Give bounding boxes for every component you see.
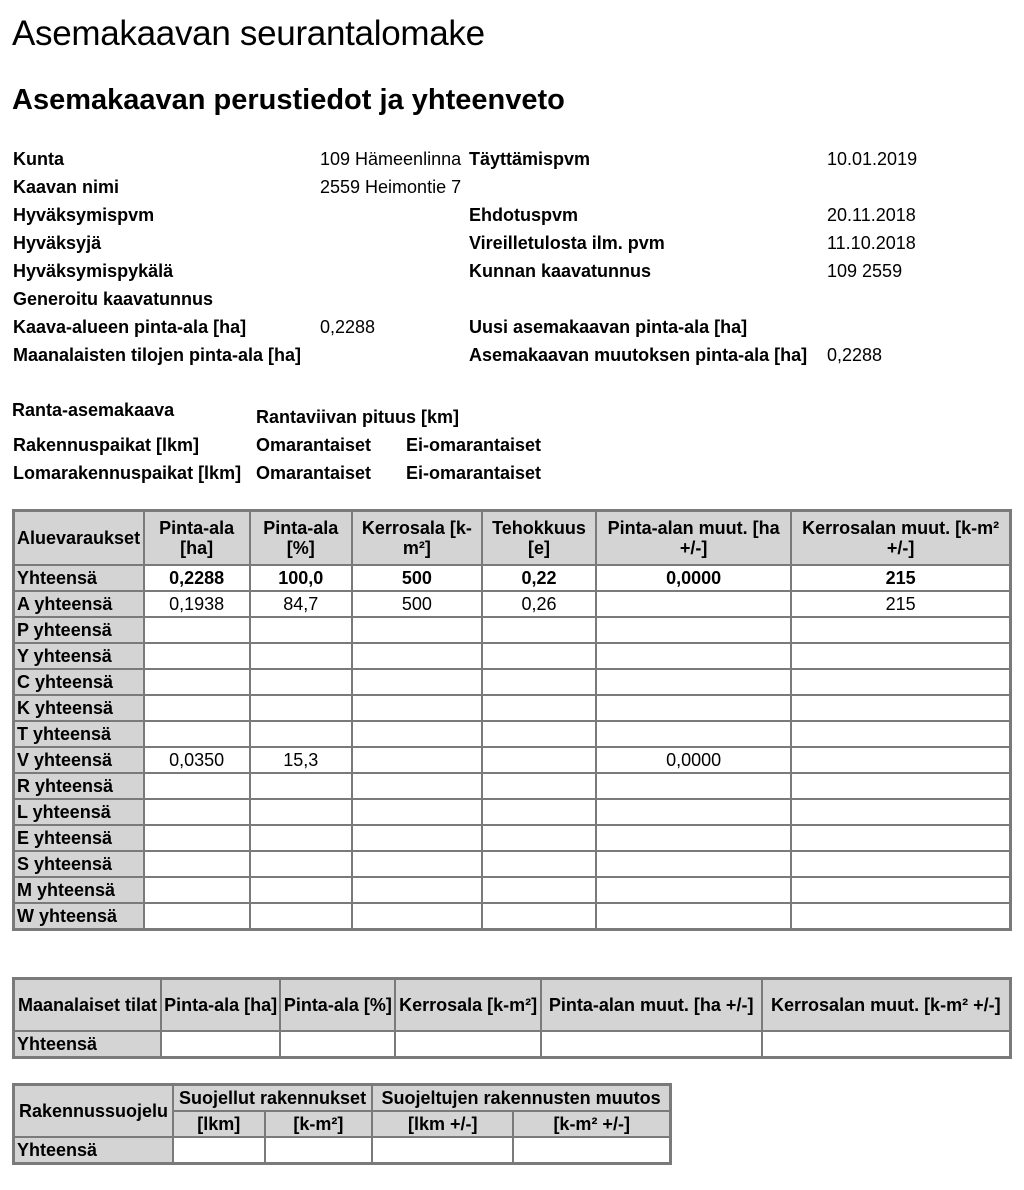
- table-cell: [352, 773, 482, 799]
- table-cell: 84,7: [250, 591, 352, 617]
- table-cell: [482, 825, 596, 851]
- table-cell: [791, 617, 1010, 643]
- table-cell: [482, 695, 596, 721]
- table-cell: [250, 773, 352, 799]
- table-cell: [791, 851, 1010, 877]
- row-label: K yhteensä: [14, 695, 144, 721]
- col-m-pinta-ala-pct: Pinta-ala [%]: [280, 979, 395, 1031]
- pinta-ala-label: Kaava-alueen pinta-ala [ha]: [13, 317, 247, 337]
- table-cell: [791, 799, 1010, 825]
- table-cell: [791, 695, 1010, 721]
- muutos-value: 0,2288: [827, 345, 883, 365]
- omarantaiset-label-2: Omarantaiset: [256, 463, 372, 483]
- uusi-pinta-ala-label: Uusi asemakaavan pinta-ala [ha]: [469, 317, 748, 337]
- table-cell: [250, 799, 352, 825]
- table-row: [14, 903, 1011, 930]
- table-cell: [791, 669, 1010, 695]
- table-row: [14, 695, 1011, 721]
- table-row: [14, 747, 1011, 773]
- row-label: L yhteensä: [14, 799, 144, 825]
- col-m-pinta-alan-muut: Pinta-alan muut. [ha +/-]: [541, 979, 762, 1031]
- table-cell: [352, 617, 482, 643]
- col-pinta-alan-muut: Pinta-alan muut. [ha +/-]: [596, 511, 791, 565]
- tayttamispvm-value: 10.01.2019: [827, 149, 918, 169]
- table-cell: 0,2288: [144, 565, 250, 591]
- table-cell: [161, 1031, 280, 1058]
- row-label: P yhteensä: [14, 617, 144, 643]
- hyvaksymispvm-label: Hyväksymispvm: [13, 205, 155, 225]
- table-cell: [596, 799, 791, 825]
- table-cell: [280, 1031, 395, 1058]
- table-cell: [482, 903, 596, 930]
- table-cell: 500: [352, 565, 482, 591]
- table-cell: [144, 721, 250, 747]
- rakennussuojelu-table: [12, 1083, 672, 1165]
- table-cell: [596, 903, 791, 930]
- table-cell: [395, 1031, 540, 1058]
- table-cell: 0,0350: [144, 747, 250, 773]
- table-row: [14, 669, 1011, 695]
- table-cell: [250, 825, 352, 851]
- row-label: A yhteensä: [14, 591, 144, 617]
- ehdotuspvm-label: Ehdotuspvm: [469, 205, 579, 225]
- col-pinta-ala-ha: Pinta-ala [ha]: [144, 511, 250, 565]
- table-cell: [596, 773, 791, 799]
- table-cell: [482, 721, 596, 747]
- section-title: Asemakaavan perustiedot ja yhteenveto: [12, 84, 565, 116]
- col-lkm: [lkm]: [173, 1111, 265, 1137]
- table-cell: [482, 799, 596, 825]
- col-kerrosalan-muut: Kerrosalan muut. [k-m² +/-]: [791, 511, 1010, 565]
- table-cell: [144, 877, 250, 903]
- pinta-ala-value: 0,2288: [320, 317, 376, 337]
- tayttamispvm-label: Täyttämispvm: [469, 149, 591, 169]
- table-cell: [482, 643, 596, 669]
- table-cell: 0,1938: [144, 591, 250, 617]
- table-cell: 215: [791, 591, 1010, 617]
- table-cell: [352, 695, 482, 721]
- table-cell: 0,22: [482, 565, 596, 591]
- table-cell: 100,0: [250, 565, 352, 591]
- table-cell: [352, 851, 482, 877]
- omarantaiset-label: Omarantaiset: [256, 435, 372, 455]
- table-row: [14, 799, 1011, 825]
- aluevaraukset-table: [12, 509, 1012, 931]
- generoitu-label: Generoitu kaavatunnus: [13, 289, 214, 309]
- table-cell: [173, 1137, 265, 1164]
- col-suojellut: Suojellut rakennukset: [173, 1085, 372, 1112]
- table-cell: [250, 617, 352, 643]
- table-cell: 500: [352, 591, 482, 617]
- table-cell: [144, 903, 250, 930]
- hyvaksymispykala-label: Hyväksymispykälä: [13, 261, 174, 281]
- row-label: T yhteensä: [14, 721, 144, 747]
- table-row: [14, 643, 1011, 669]
- table-cell: [250, 903, 352, 930]
- rakennuspaikat-label: Rakennuspaikat [lkm]: [13, 435, 200, 455]
- col-kerrosala: Kerrosala [k-m²]: [352, 511, 482, 565]
- table-cell: [762, 1031, 1011, 1058]
- table-cell: [352, 643, 482, 669]
- table-cell: [596, 825, 791, 851]
- row-label: W yhteensä: [14, 903, 144, 930]
- hyvaksyja-label: Hyväksyjä: [13, 233, 102, 253]
- table-cell: [144, 669, 250, 695]
- col-k-m2: [k-m²]: [265, 1111, 372, 1137]
- col-maanalaiset: Maanalaiset tilat: [14, 979, 162, 1031]
- table-cell: [596, 669, 791, 695]
- table-cell: [372, 1137, 513, 1164]
- col-pinta-ala-pct: Pinta-ala [%]: [250, 511, 352, 565]
- table-cell: [482, 617, 596, 643]
- table-cell: [144, 799, 250, 825]
- table-cell: [352, 721, 482, 747]
- table-cell: [144, 825, 250, 851]
- col-lkm-muutos: [lkm +/-]: [372, 1111, 513, 1137]
- muutos-label: Asemakaavan muutoksen pinta-ala [ha]: [469, 345, 808, 365]
- table-cell: [482, 669, 596, 695]
- table-cell: [250, 669, 352, 695]
- table-cell: [791, 773, 1010, 799]
- table-cell: 215: [791, 565, 1010, 591]
- table-row: [14, 773, 1011, 799]
- table-cell: [352, 747, 482, 773]
- kunta-label: Kunta: [13, 149, 64, 169]
- row-label: C yhteensä: [14, 669, 144, 695]
- table-cell: [596, 591, 791, 617]
- col-rakennussuojelu: Rakennussuojelu: [14, 1085, 173, 1138]
- vireilletulo-value: 11.10.2018: [827, 233, 916, 253]
- table-cell: [596, 617, 791, 643]
- row-label: Yhteensä: [14, 565, 144, 591]
- ei-omarantaiset-label: Ei-omarantaiset: [406, 435, 542, 455]
- maanalaiset-yhteensa-label: Yhteensä: [14, 1031, 162, 1058]
- col-m-kerrosalan-muut: Kerrosalan muut. [k-m² +/-]: [762, 979, 1011, 1031]
- table-cell: [791, 643, 1010, 669]
- table-cell: 0,26: [482, 591, 596, 617]
- row-label: E yhteensä: [14, 825, 144, 851]
- row-label: Y yhteensä: [14, 643, 144, 669]
- ranta-title: Ranta-asemakaava: [12, 400, 175, 420]
- table-cell: [250, 851, 352, 877]
- row-label: R yhteensä: [14, 773, 144, 799]
- kaavatunnus-value: 109 2559: [827, 261, 903, 281]
- table-cell: [265, 1137, 372, 1164]
- table-cell: [791, 903, 1010, 930]
- table-cell: [250, 695, 352, 721]
- table-cell: [482, 851, 596, 877]
- table-cell: [596, 643, 791, 669]
- col-suojeltujen-muutos: Suojeltujen rakennusten muutos: [372, 1085, 670, 1112]
- table-cell: [352, 877, 482, 903]
- table-cell: [482, 877, 596, 903]
- table-cell: 0,0000: [596, 565, 791, 591]
- table-cell: [250, 877, 352, 903]
- table-cell: [352, 669, 482, 695]
- table-cell: [541, 1031, 762, 1058]
- table-cell: [352, 903, 482, 930]
- table-cell: [596, 721, 791, 747]
- table-row: [14, 591, 1011, 617]
- col-m-kerrosala: Kerrosala [k-m²]: [395, 979, 540, 1031]
- table-cell: 15,3: [250, 747, 352, 773]
- ei-omarantaiset-label-2: Ei-omarantaiset: [406, 463, 542, 483]
- table-cell: [596, 851, 791, 877]
- kaavatunnus-label: Kunnan kaavatunnus: [469, 261, 652, 281]
- col-m-pinta-ala-ha: Pinta-ala [ha]: [161, 979, 280, 1031]
- table-cell: [144, 695, 250, 721]
- col-k-m2-muutos: [k-m² +/-]: [513, 1111, 670, 1137]
- table-row: [14, 565, 1011, 591]
- rantaviiva-label: Rantaviivan pituus [km]: [256, 407, 460, 427]
- table-cell: [791, 721, 1010, 747]
- row-label: S yhteensä: [14, 851, 144, 877]
- table-cell: [250, 721, 352, 747]
- table-cell: [352, 799, 482, 825]
- table-cell: 0,0000: [596, 747, 791, 773]
- kaavan-nimi-label: Kaavan nimi: [13, 177, 120, 197]
- row-label: V yhteensä: [14, 747, 144, 773]
- rakennussuojelu-yhteensa-label: Yhteensä: [14, 1137, 173, 1164]
- col-tehokkuus: Tehokkuus [e]: [482, 511, 596, 565]
- table-cell: [791, 877, 1010, 903]
- table-cell: [482, 747, 596, 773]
- table-cell: [144, 617, 250, 643]
- table-cell: [482, 773, 596, 799]
- table-row: [14, 851, 1011, 877]
- table-row: [14, 617, 1011, 643]
- table-row: [14, 825, 1011, 851]
- form-title: Asemakaavan seurantalomake: [12, 14, 485, 53]
- table-row: [14, 721, 1011, 747]
- table-cell: [791, 747, 1010, 773]
- lomarakennuspaikat-label: Lomarakennuspaikat [lkm]: [13, 463, 242, 483]
- kaavan-nimi-value: 2559 Heimontie 7: [320, 177, 462, 197]
- table-cell: [144, 643, 250, 669]
- table-cell: [352, 825, 482, 851]
- table-cell: [596, 877, 791, 903]
- table-cell: [144, 851, 250, 877]
- table-cell: [144, 773, 250, 799]
- col-aluevaraukset: Aluevaraukset: [14, 511, 144, 565]
- maanalaiset-label: Maanalaisten tilojen pinta-ala [ha]: [13, 345, 302, 365]
- kunta-value: 109 Hämeenlinna: [320, 149, 462, 169]
- table-cell: [791, 825, 1010, 851]
- row-label: M yhteensä: [14, 877, 144, 903]
- vireilletulo-label: Vireilletulosta ilm. pvm: [469, 233, 665, 253]
- table-cell: [513, 1137, 670, 1164]
- table-cell: [250, 643, 352, 669]
- table-row: [14, 877, 1011, 903]
- maanalaiset-table: [12, 977, 1012, 1059]
- ehdotuspvm-value: 20.11.2018: [827, 205, 916, 225]
- table-cell: [596, 695, 791, 721]
